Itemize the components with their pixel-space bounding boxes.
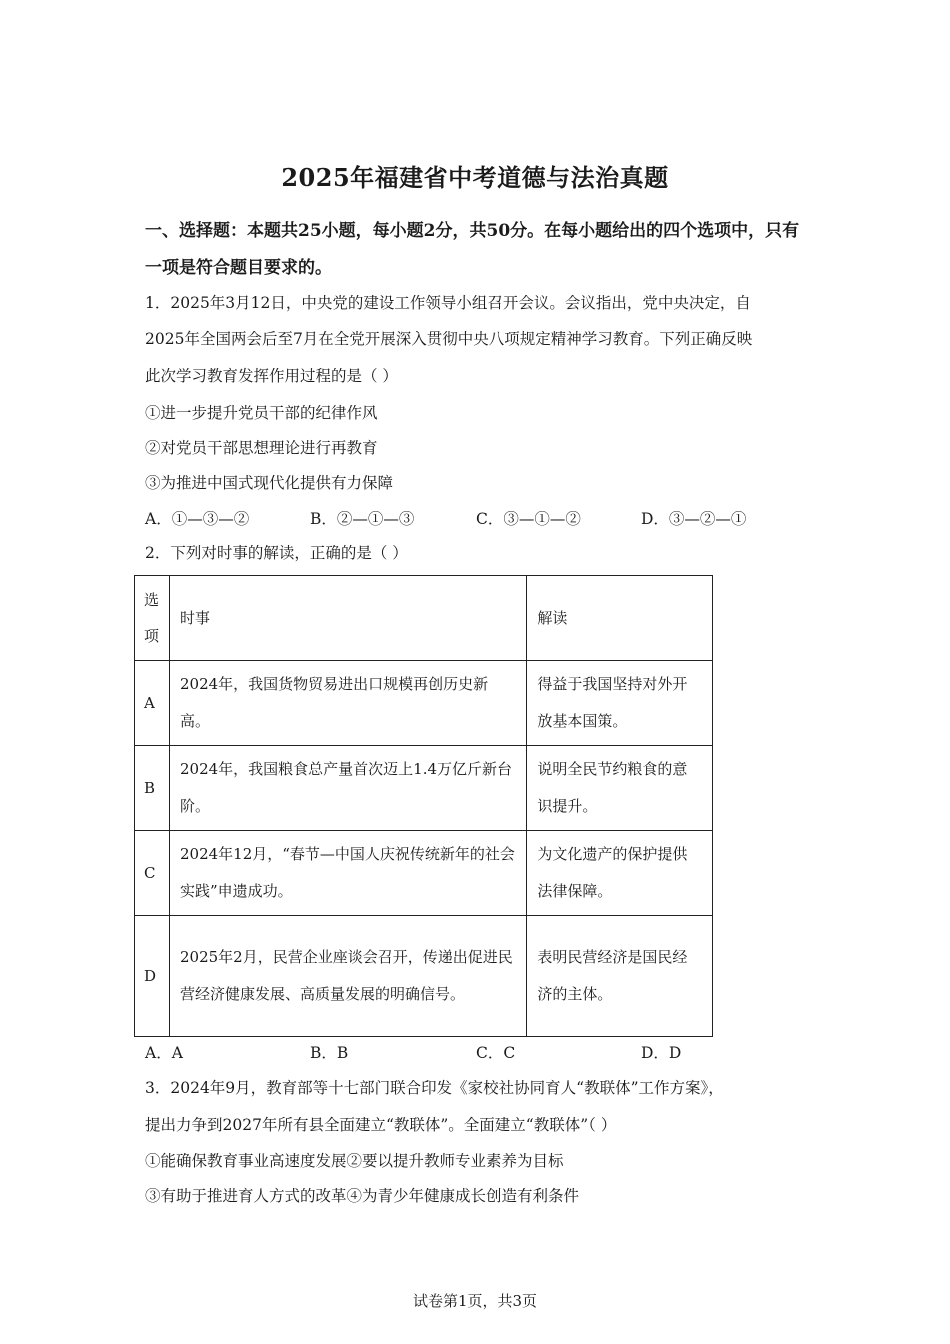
q1-choice-a[interactable]: A．①—③—② (145, 510, 250, 528)
q2-choice-a[interactable]: A．A (145, 1044, 183, 1062)
page-footer: 试卷第1页，共3页 (412, 1292, 538, 1310)
page-title: 2025年福建省中考道德与法治真题 (281, 163, 669, 192)
table-row (135, 746, 713, 831)
q1-choice-c[interactable]: C．③—①—② (476, 510, 581, 528)
header-option: 选项 (135, 576, 170, 661)
q1-item: ②对党员干部思想理论进行再教育 (145, 439, 378, 457)
row-option: C (135, 831, 170, 916)
q3-item: ③有助于推进育人方式的改革④为青少年健康成长创造有利条件 (145, 1187, 580, 1205)
row-explain: 为文化遗产的保护提供法律保障。 (527, 831, 713, 916)
q3-item: ①能确保教育事业高速度发展②要以提升教师专业素养为目标 (145, 1152, 564, 1170)
q1-stem-line: 此次学习教育发挥作用过程的是（ ） (145, 367, 398, 385)
q1-stem-line: 2025年全国两会后至7月在全党开展深入贯彻中央八项规定精神学习教育。下列正确反映 (145, 330, 753, 348)
row-option: A (135, 661, 170, 746)
row-explain: 说明全民节约粮食的意识提升。 (527, 746, 713, 831)
q1-item: ③为推进中国式现代化提供有力保障 (145, 474, 394, 492)
table-row (135, 661, 713, 746)
q2-choice-b[interactable]: B．B (310, 1044, 349, 1062)
row-event: 2025年2月，民营企业座谈会召开，传递出促进民营经济健康发展、高质量发展的明确信号。 (169, 916, 526, 1037)
q1-choice-d[interactable]: D．③—②—① (641, 510, 747, 528)
q1-stem-line: 1．2025年3月12日，中央党的建设工作领导小组召开会议。会议指出，党中央决定，自 (145, 294, 751, 312)
row-explain: 得益于我国坚持对外开放基本国策。 (527, 661, 713, 746)
row-option: D (135, 916, 170, 1037)
table-row (135, 916, 713, 1037)
table-row (135, 831, 713, 916)
row-event: 2024年，我国粮食总产量首次迈上1.4万亿斤新台阶。 (169, 746, 526, 831)
q3-stem-line: 3．2024年9月，教育部等十七部门联合印发《家校社协同育人“教联体”工作方案》， (145, 1079, 724, 1097)
row-option: B (135, 746, 170, 831)
q1-choice-b[interactable]: B．②—①—③ (310, 510, 415, 528)
row-event: 2024年，我国货物贸易进出口规模再创历史新高。 (169, 661, 526, 746)
q2-table (134, 575, 713, 1037)
q2-stem: 2．下列对时事的解读，正确的是（ ） (145, 544, 408, 562)
q1-item: ①进一步提升党员干部的纪律作风 (145, 404, 378, 422)
q2-choice-d[interactable]: D．D (641, 1044, 682, 1062)
row-event: 2024年12月，“春节—中国人庆祝传统新年的社会实践”申遗成功。 (169, 831, 526, 916)
header-event: 时事 (169, 576, 526, 661)
q2-choice-c[interactable]: C．C (476, 1044, 516, 1062)
section-heading: 一、选择题：本题共25小题，每小题2分，共50分。在每小题给出的四个选项中，只有一项是符合题目要求的。 (145, 221, 800, 278)
header-explain: 解读 (527, 576, 713, 661)
q3-stem-line: 提出力争到2027年所有县全面建立“教联体”。全面建立“教联体”（ ） (145, 1116, 617, 1134)
row-explain: 表明民营经济是国民经济的主体。 (527, 916, 713, 1037)
table-header-row (135, 576, 713, 661)
